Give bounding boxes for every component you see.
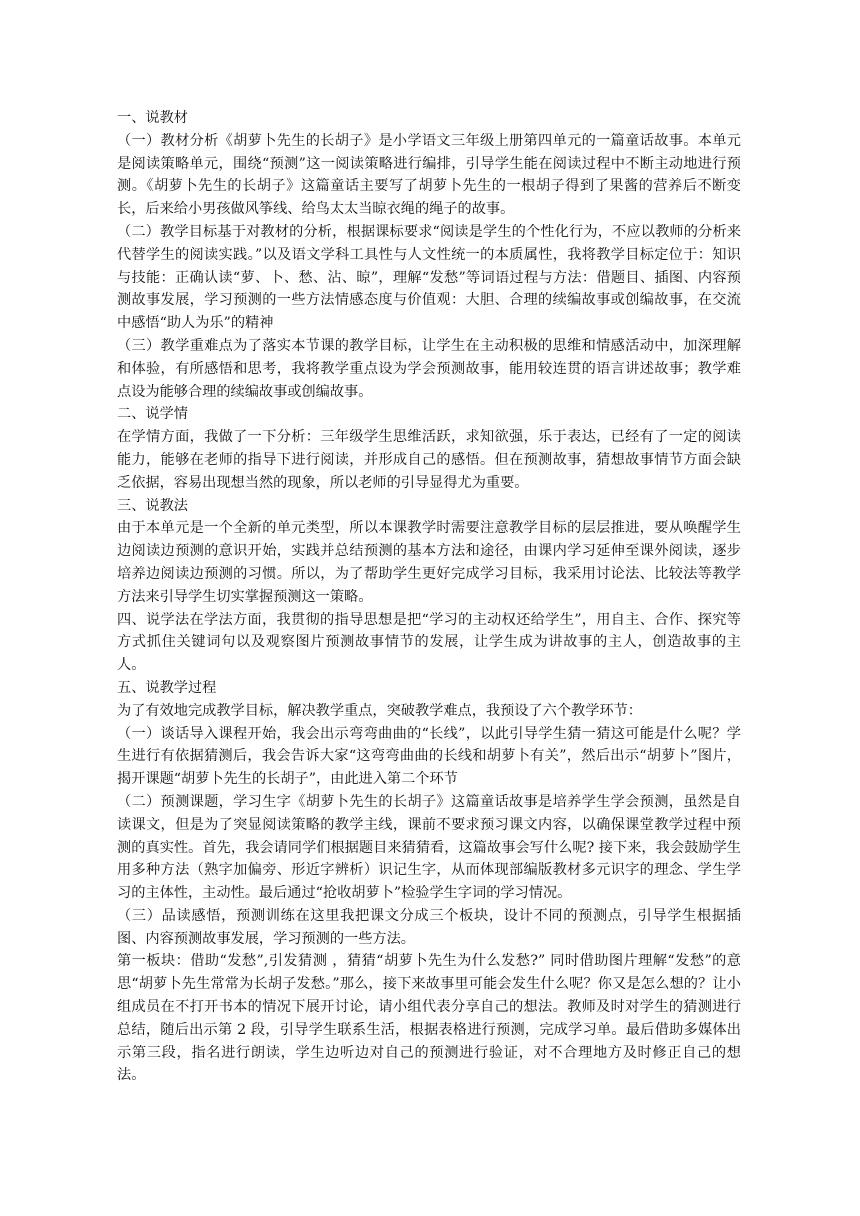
paragraph-step-two: （二）预测课题，学习生字《胡萝卜先生的长胡子》这篇童话故事是培养学生学会预测，虽然是自读课文，但是为了突显阅读策略的教学主线，课前不要求预习课文内容，以确保课堂教学过程中预测的真实性。首先，我会请同学们根据题目来猜猜看，这篇故事会写什么呢? 接下来，我会鼓励学生用多种方法（熟字加偏旁、形近字辨析）识记生字，从而体现部编版教材多元识字的理念、学生学习的主体性，主动性。最后通过“抢收胡萝卜”检验学生字词的学习情况。 [117,793,741,902]
document-body [117,107,741,1087]
paragraph-process-intro: 为了有效地完成教学目标，解决教学重点，突破教学难点，我预设了六个教学环节： [117,702,642,719]
paragraph-teaching-goals: （二）教学目标基于对教材的分析，根据课标要求“阅读是学生的个性化行为，不应以教师的分析来代替学生的阅读实践。”以及语文学科工具性与人文性统一的本质属性，我将教学目标定位于：知识与技能：正确认读“萝、卜、愁、沾、晾”，理解“发愁”等词语过程与方法：借题目、插图、内容预测故事发展，学习预测的一些方法情感态度与价值观：大胆、合理的续编故事或创编故事，在交流中感悟“助人为乐”的精神 [117,223,741,332]
section-heading-teaching-process: 五、说教学过程 [117,679,217,696]
paragraph-teaching-method: 由于本单元是一个全新的单元类型，所以本课教学时需要注意教学目标的层层推进，要从唤醒学生边阅读边预测的意识开始，实践并总结预测的基本方法和途径，由课内学习延伸至课外阅读，逐步培养边阅读边预测的习惯。所以，为了帮助学生更好完成学习目标，我采用讨论法、比较法等教学方法来引导学生切实掌握预测这一策略。 [117,520,741,605]
paragraph-learning-method: 四、说学法在学法方面，我贯彻的指导思想是把“学习的主动权还给学生”，用自主、合作、探究等方式抓住关键词句以及观察图片预测故事情节的发展，让学生成为讲故事的主人，创造故事的主人。 [117,611,741,674]
section-heading-textbook: 一、说教材 [117,110,188,126]
paragraph-block-one: 第一板块：借助“发愁”,引发猜测 ，猜猜“胡萝卜先生为什么发愁?” 同时借助图片理解“发愁”的意思“胡萝卜先生常常为长胡子发愁。”那么，接下来故事里可能会发生什么呢？你又是怎么想的？让小组成员在不打开书本的情况下展开讨论，请小组代表分享自己的想法。教师及时对学生的猜测进行总结，随后出示第 2 段，引导学生联系生活，根据表格进行预测，完成学习单。最后借助多媒体出示第三段，指名进行朗读，学生边听边对自己的预测进行验证，对不合理地方及时修正自己的想法。 [117,953,741,1084]
section-heading-learners: 二、说学情 [117,406,188,423]
paragraph-step-three: （三）品读感悟，预测训练在这里我把课文分成三个板块，设计不同的预测点，引导学生根据插图、内容预测故事发展，学习预测的一些方法。 [117,907,741,947]
paragraph-textbook-analysis: （一）教材分析《胡萝卜先生的长胡子》是小学语文三年级上册第四单元的一篇童话故事。本单元是阅读策略单元，围绕“预测”这一阅读策略进行编排，引导学生能在阅读过程中不断主动地进行预测。《胡萝卜先生的长胡子》这篇童话主要写了胡萝卜先生的一根胡子得到了果酱的营养后不断变长，后来给小男孩做风筝线、给鸟太太当晾衣绳的绳子的故事。 [117,132,741,218]
paragraph-learner-analysis: 在学情方面，我做了一下分析：三年级学生思维活跃，求知欲强，乐于表达，已经有了一定的阅读能力，能够在老师的指导下进行阅读，并形成自己的感悟。但在预测故事，猜想故事情节方面会缺乏依据，容易出现想当然的现象，所以老师的引导显得尤为重要。 [117,429,741,491]
section-heading-teaching-method: 三、说教法 [117,497,188,514]
paragraph-key-difficulties: （三）教学重难点为了落实本节课的教学目标，让学生在主动积极的思维和情感活动中，加深理解和体验，有所感悟和思考，我将教学重点设为学会预测故事，能用较连贯的语言讲述故事；教学难点设为能够合理的续编故事或创编故事。 [117,337,741,400]
paragraph-step-one: （一）谈话导入课程开始，我会出示弯弯曲曲的“长线”，以此引导学生猜一猜这可能是什么呢？学生进行有依据猜测后，我会告诉大家“这弯弯曲曲的长线和胡萝卜有关”，然后出示“胡萝卜”图片，揭开课题“胡萝卜先生的长胡子”，由此进入第二个环节 [117,725,741,788]
